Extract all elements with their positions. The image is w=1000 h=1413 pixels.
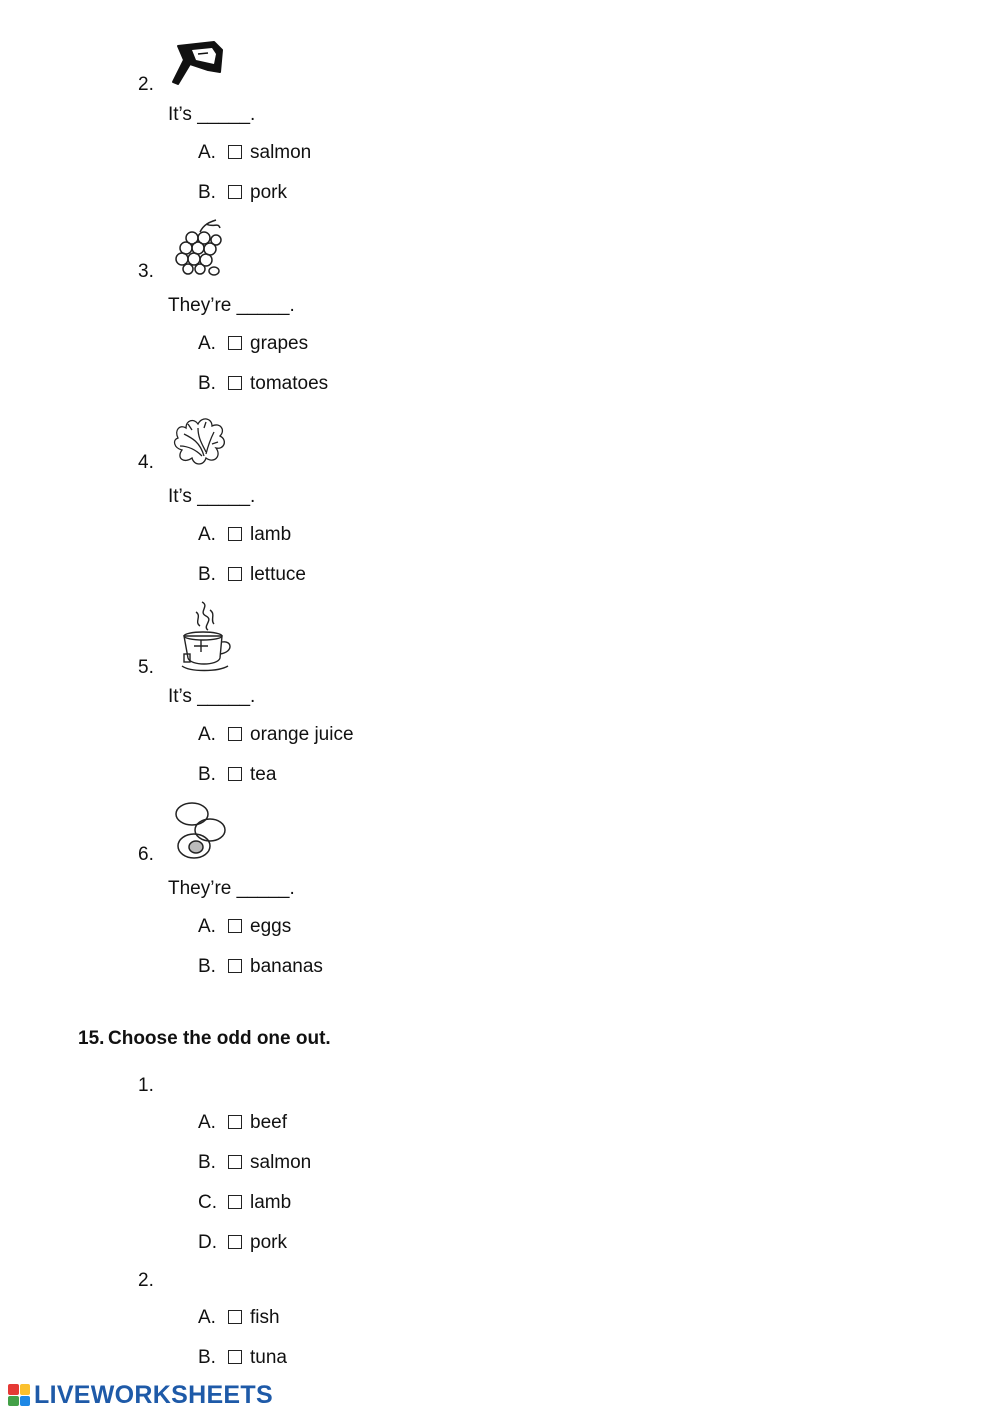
brand-name: LIVEWORKSHEETS [34,1380,273,1409]
checkbox[interactable] [228,1195,242,1209]
option-text: tomatoes [250,373,329,394]
checkbox[interactable] [228,1310,242,1324]
option-letter: B. [198,373,216,394]
option-text: lettuce [250,564,306,585]
option-row[interactable] [198,524,291,546]
logo-blocks-icon [8,1384,30,1406]
option-text: fish [250,1307,280,1328]
option-text: eggs [250,916,292,937]
option-row[interactable] [198,1347,287,1369]
tea-cup-icon [176,598,236,674]
checkbox[interactable] [228,376,242,390]
option-text: bananas [250,956,323,977]
grapes-icon [170,218,228,280]
option-letter: A. [198,333,216,354]
option-text: pork [250,182,287,203]
checkbox[interactable] [228,567,242,581]
logo-block [8,1396,19,1407]
checkbox[interactable] [228,145,242,159]
option-text: salmon [250,1152,312,1173]
option-text: tea [250,764,277,785]
question-prompt: They’re _____. [168,878,295,899]
option-row[interactable] [198,724,354,746]
option-text: salmon [250,142,312,163]
option-row[interactable] [198,956,323,978]
option-row[interactable] [198,564,306,586]
checkbox[interactable] [228,1115,242,1129]
logo-block [8,1384,19,1395]
checkbox[interactable] [228,767,242,781]
option-row[interactable] [198,333,308,355]
section-number: 15. [78,1028,105,1049]
question-prompt: It’s _____. [168,486,256,507]
option-row[interactable] [198,1152,311,1174]
option-row[interactable] [198,1192,291,1214]
option-text: pork [250,1232,287,1253]
question-number: 6. [138,844,154,865]
checkbox[interactable] [228,959,242,973]
steak-icon [168,40,226,88]
logo-block [20,1396,31,1407]
option-text: orange juice [250,724,354,745]
option-letter: D. [198,1232,217,1253]
option-row[interactable] [198,1112,287,1134]
option-letter: A. [198,1307,216,1328]
logo-block [20,1384,31,1395]
option-letter: A. [198,142,216,163]
option-row[interactable] [198,182,287,204]
option-text: beef [250,1112,287,1133]
option-text: lamb [250,1192,292,1213]
option-letter: C. [198,1192,217,1213]
checkbox[interactable] [228,185,242,199]
option-row[interactable] [198,916,291,938]
section-heading [78,1028,331,1050]
option-letter: A. [198,724,216,745]
question-prompt: It’s _____. [168,686,256,707]
checkbox[interactable] [228,1155,242,1169]
liveworksheets-logo[interactable] [8,1382,273,1408]
option-row[interactable] [198,1232,287,1254]
option-row[interactable] [198,764,276,786]
option-text: tuna [250,1347,287,1368]
section-title: Choose the odd one out. [108,1028,331,1049]
checkbox[interactable] [228,919,242,933]
option-text: lamb [250,524,292,545]
option-row[interactable] [198,1307,280,1329]
question-prompt: They’re _____. [168,295,295,316]
option-letter: A. [198,916,216,937]
option-letter: B. [198,956,216,977]
checkbox[interactable] [228,527,242,541]
option-row[interactable] [198,373,328,395]
option-letter: B. [198,764,216,785]
checkbox[interactable] [228,336,242,350]
question-number: 1. [138,1075,154,1096]
lettuce-icon [170,414,232,472]
checkbox[interactable] [228,727,242,741]
question-number: 2. [138,1270,154,1291]
option-letter: A. [198,1112,216,1133]
checkbox[interactable] [228,1350,242,1364]
question-number: 4. [138,452,154,473]
option-letter: A. [198,524,216,545]
option-letter: B. [198,564,216,585]
question-prompt: It’s _____. [168,104,256,125]
option-letter: B. [198,1347,216,1368]
option-text: grapes [250,333,309,354]
option-row[interactable] [198,142,311,164]
eggs-icon [170,800,230,864]
checkbox[interactable] [228,1235,242,1249]
option-letter: B. [198,182,216,203]
option-letter: B. [198,1152,216,1173]
question-number: 5. [138,657,154,678]
question-number: 2. [138,74,154,95]
question-number: 3. [138,261,154,282]
